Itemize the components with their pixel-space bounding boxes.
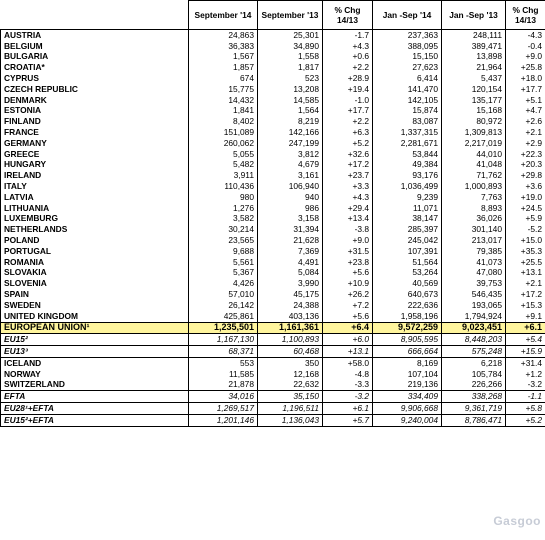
cell-value: -3.3 xyxy=(323,380,373,391)
table-row xyxy=(1,246,545,257)
table-row xyxy=(1,138,545,149)
cell-value: 1,564 xyxy=(258,106,323,117)
col-header-chg-ytd: % Chg 14/13 xyxy=(506,1,545,30)
cell-value: +17.7 xyxy=(323,106,373,117)
cell-value: +2.1 xyxy=(506,278,545,289)
cell-value: +24.5 xyxy=(506,203,545,214)
cell-value: 36,383 xyxy=(189,41,258,52)
cell-value: +29.4 xyxy=(323,203,373,214)
row-label: FRANCE xyxy=(1,127,189,138)
table-row xyxy=(1,357,545,368)
cell-value: 986 xyxy=(258,203,323,214)
cell-value: 53,844 xyxy=(373,149,442,160)
row-label: ESTONIA xyxy=(1,106,189,117)
cell-value: +18.0 xyxy=(506,73,545,84)
table-row xyxy=(1,268,545,279)
cell-value: +6.1 xyxy=(323,403,373,415)
cell-value: +5.8 xyxy=(506,403,545,415)
table-row xyxy=(1,30,545,41)
cell-value: 51,564 xyxy=(373,257,442,268)
cell-value: 7,763 xyxy=(442,192,506,203)
cell-value: 3,161 xyxy=(258,170,323,181)
cell-value: 34,890 xyxy=(258,41,323,52)
cell-value: +19.0 xyxy=(506,192,545,203)
cell-value: +3.6 xyxy=(506,181,545,192)
cell-value: +15.9 xyxy=(506,346,545,358)
cell-value: 23,565 xyxy=(189,235,258,246)
cell-value: 674 xyxy=(189,73,258,84)
cell-value: 31,394 xyxy=(258,224,323,235)
cell-value: 1,136,043 xyxy=(258,414,323,426)
cell-value: 388,095 xyxy=(373,41,442,52)
table-row xyxy=(1,278,545,289)
cell-value: -3.2 xyxy=(323,391,373,403)
cell-value: 193,065 xyxy=(442,300,506,311)
cell-value: 105,784 xyxy=(442,369,506,380)
cell-value: 26,142 xyxy=(189,300,258,311)
cell-value: +15.0 xyxy=(506,235,545,246)
cell-value: +22.3 xyxy=(506,149,545,160)
table-row xyxy=(1,300,545,311)
cell-value: 9,688 xyxy=(189,246,258,257)
cell-value: +10.9 xyxy=(323,278,373,289)
cell-value: +32.6 xyxy=(323,149,373,160)
table-row xyxy=(1,116,545,127)
cell-value: 11,585 xyxy=(189,369,258,380)
table-row xyxy=(1,380,545,391)
cell-value: 41,048 xyxy=(442,160,506,171)
table-row xyxy=(1,170,545,181)
row-label: EUROPEAN UNION¹ xyxy=(1,322,189,334)
cell-value: +2.2 xyxy=(323,62,373,73)
row-label: EU28¹+EFTA xyxy=(1,403,189,415)
cell-value: -1.7 xyxy=(323,30,373,41)
eu-total-row xyxy=(1,322,545,334)
cell-value: 640,673 xyxy=(373,289,442,300)
table-row xyxy=(1,214,545,225)
table-row xyxy=(1,203,545,214)
cell-value: +5.4 xyxy=(506,334,545,346)
cell-value: 301,140 xyxy=(442,224,506,235)
cell-value: 21,964 xyxy=(442,62,506,73)
cell-value: 8,219 xyxy=(258,116,323,127)
cell-value: -1.1 xyxy=(506,391,545,403)
cell-value: +25.5 xyxy=(506,257,545,268)
cell-value: +3.3 xyxy=(323,181,373,192)
cell-value: 6,414 xyxy=(373,73,442,84)
cell-value: +0.6 xyxy=(323,52,373,63)
row-label: ITALY xyxy=(1,181,189,192)
cell-value: 15,150 xyxy=(373,52,442,63)
cell-value: +5.7 xyxy=(323,414,373,426)
cell-value: 1,100,893 xyxy=(258,334,323,346)
cell-value: 1,000,893 xyxy=(442,181,506,192)
cell-value: 151,089 xyxy=(189,127,258,138)
cell-value: 5,367 xyxy=(189,268,258,279)
cell-value: 1,161,361 xyxy=(258,322,323,334)
row-label: LUXEMBURG xyxy=(1,214,189,225)
row-label: EU15² xyxy=(1,334,189,346)
row-label: ICELAND xyxy=(1,357,189,368)
col-header-ytd13: Jan -Sep '13 xyxy=(442,1,506,30)
row-label: NORWAY xyxy=(1,369,189,380)
cell-value: 6,218 xyxy=(442,357,506,368)
cell-value: 34,016 xyxy=(189,391,258,403)
cell-value: 1,794,924 xyxy=(442,311,506,322)
cell-value: 22,632 xyxy=(258,380,323,391)
cell-value: 141,470 xyxy=(373,84,442,95)
cell-value: +5.9 xyxy=(506,214,545,225)
cell-value: 7,369 xyxy=(258,246,323,257)
eu13-row xyxy=(1,346,545,358)
cell-value: 3,990 xyxy=(258,278,323,289)
cell-value: 8,786,471 xyxy=(442,414,506,426)
eu15-efta-row xyxy=(1,414,545,426)
cell-value: +17.7 xyxy=(506,84,545,95)
cell-value: 247,199 xyxy=(258,138,323,149)
cell-value: +6.0 xyxy=(323,334,373,346)
cell-value: 5,084 xyxy=(258,268,323,279)
row-label: EFTA xyxy=(1,391,189,403)
cell-value: 5,437 xyxy=(442,73,506,84)
cell-value: +2.9 xyxy=(506,138,545,149)
table-row xyxy=(1,311,545,322)
cell-value: 5,482 xyxy=(189,160,258,171)
cell-value: 248,111 xyxy=(442,30,506,41)
eu28-efta-row xyxy=(1,403,545,415)
cell-value: 3,158 xyxy=(258,214,323,225)
cell-value: 11,071 xyxy=(373,203,442,214)
cell-value: -3.2 xyxy=(506,380,545,391)
cell-value: 8,893 xyxy=(442,203,506,214)
cell-value: 4,426 xyxy=(189,278,258,289)
cell-value: 1,841 xyxy=(189,106,258,117)
cell-value: 1,817 xyxy=(258,62,323,73)
row-label: LATVIA xyxy=(1,192,189,203)
cell-value: 3,582 xyxy=(189,214,258,225)
cell-value: 135,177 xyxy=(442,95,506,106)
cell-value: -3.8 xyxy=(323,224,373,235)
cell-value: 44,010 xyxy=(442,149,506,160)
cell-value: 389,471 xyxy=(442,41,506,52)
header-row xyxy=(1,1,545,30)
cell-value: 1,167,130 xyxy=(189,334,258,346)
cell-value: +15.3 xyxy=(506,300,545,311)
cell-value: 4,491 xyxy=(258,257,323,268)
cell-value: +35.3 xyxy=(506,246,545,257)
cell-value: 425,861 xyxy=(189,311,258,322)
row-label: BELGIUM xyxy=(1,41,189,52)
row-label: HUNGARY xyxy=(1,160,189,171)
table-row xyxy=(1,289,545,300)
cell-value: +4.3 xyxy=(323,192,373,203)
cell-value: +9.0 xyxy=(506,52,545,63)
cell-value: 9,361,719 xyxy=(442,403,506,415)
cell-value: 12,168 xyxy=(258,369,323,380)
col-header-ytd14: Jan -Sep '14 xyxy=(373,1,442,30)
cell-value: +5.2 xyxy=(323,138,373,149)
row-label: GERMANY xyxy=(1,138,189,149)
cell-value: +17.2 xyxy=(323,160,373,171)
table-row xyxy=(1,73,545,84)
cell-value: 5,561 xyxy=(189,257,258,268)
cell-value: 226,266 xyxy=(442,380,506,391)
eu15-row xyxy=(1,334,545,346)
table-row xyxy=(1,41,545,52)
cell-value: 57,010 xyxy=(189,289,258,300)
cell-value: 546,435 xyxy=(442,289,506,300)
cell-value: +28.9 xyxy=(323,73,373,84)
cell-value: 350 xyxy=(258,357,323,368)
table-row xyxy=(1,127,545,138)
cell-value: 13,208 xyxy=(258,84,323,95)
cell-value: 334,409 xyxy=(373,391,442,403)
row-label: PORTUGAL xyxy=(1,246,189,257)
cell-value: 47,080 xyxy=(442,268,506,279)
cell-value: 39,753 xyxy=(442,278,506,289)
row-label: EU15²+EFTA xyxy=(1,414,189,426)
cell-value: 110,436 xyxy=(189,181,258,192)
cell-value: +19.4 xyxy=(323,84,373,95)
cell-value: 1,558 xyxy=(258,52,323,63)
header-blank xyxy=(1,1,189,30)
cell-value: +4.3 xyxy=(323,41,373,52)
cell-value: +6.3 xyxy=(323,127,373,138)
cell-value: +17.2 xyxy=(506,289,545,300)
cell-value: 222,636 xyxy=(373,300,442,311)
col-header-chg-month: % Chg 14/13 xyxy=(323,1,373,30)
row-label: CROATIA* xyxy=(1,62,189,73)
cell-value: +29.8 xyxy=(506,170,545,181)
row-label: EU13³ xyxy=(1,346,189,358)
cell-value: 60,468 xyxy=(258,346,323,358)
cell-value: 1,567 xyxy=(189,52,258,63)
cell-value: 21,628 xyxy=(258,235,323,246)
cell-value: 79,385 xyxy=(442,246,506,257)
cell-value: +9.0 xyxy=(323,235,373,246)
row-label: DENMARK xyxy=(1,95,189,106)
row-label: IRELAND xyxy=(1,170,189,181)
cell-value: 27,623 xyxy=(373,62,442,73)
cell-value: +58.0 xyxy=(323,357,373,368)
cell-value: 40,569 xyxy=(373,278,442,289)
cell-value: +2.6 xyxy=(506,116,545,127)
row-label: SLOVENIA xyxy=(1,278,189,289)
cell-value: 107,391 xyxy=(373,246,442,257)
cell-value: 45,175 xyxy=(258,289,323,300)
cell-value: 9,572,259 xyxy=(373,322,442,334)
table-row xyxy=(1,95,545,106)
row-label: ROMANIA xyxy=(1,257,189,268)
cell-value: +4.7 xyxy=(506,106,545,117)
cell-value: 245,042 xyxy=(373,235,442,246)
cell-value: 13,898 xyxy=(442,52,506,63)
table-row xyxy=(1,62,545,73)
cell-value: 213,017 xyxy=(442,235,506,246)
cell-value: 2,217,019 xyxy=(442,138,506,149)
cell-value: +20.3 xyxy=(506,160,545,171)
cell-value: +7.2 xyxy=(323,300,373,311)
cell-value: 36,026 xyxy=(442,214,506,225)
row-label: BULGARIA xyxy=(1,52,189,63)
cell-value: -1.0 xyxy=(323,95,373,106)
table-row xyxy=(1,235,545,246)
cell-value: 9,906,668 xyxy=(373,403,442,415)
row-label: FINLAND xyxy=(1,116,189,127)
cell-value: +2.2 xyxy=(323,116,373,127)
cell-value: 3,812 xyxy=(258,149,323,160)
cell-value: 15,874 xyxy=(373,106,442,117)
table-row xyxy=(1,149,545,160)
cell-value: 8,169 xyxy=(373,357,442,368)
cell-value: 35,150 xyxy=(258,391,323,403)
cell-value: 8,905,595 xyxy=(373,334,442,346)
cell-value: +13.4 xyxy=(323,214,373,225)
cell-value: +13.1 xyxy=(323,346,373,358)
cell-value: 106,940 xyxy=(258,181,323,192)
row-label: UNITED KINGDOM xyxy=(1,311,189,322)
col-header-sep14: September '14 xyxy=(189,1,258,30)
cell-value: 1,036,499 xyxy=(373,181,442,192)
cell-value: 1,309,813 xyxy=(442,127,506,138)
cell-value: +6.1 xyxy=(506,322,545,334)
row-label: SWITZERLAND xyxy=(1,380,189,391)
cell-value: 68,371 xyxy=(189,346,258,358)
cell-value: 553 xyxy=(189,357,258,368)
cell-value: 30,214 xyxy=(189,224,258,235)
row-label: LITHUANIA xyxy=(1,203,189,214)
cell-value: 142,105 xyxy=(373,95,442,106)
table-row xyxy=(1,181,545,192)
cell-value: 8,402 xyxy=(189,116,258,127)
cell-value: 15,775 xyxy=(189,84,258,95)
cell-value: +25.8 xyxy=(506,62,545,73)
table-row xyxy=(1,52,545,63)
cell-value: 80,972 xyxy=(442,116,506,127)
cell-value: 3,911 xyxy=(189,170,258,181)
cell-value: 142,166 xyxy=(258,127,323,138)
cell-value: 1,276 xyxy=(189,203,258,214)
cell-value: +5.2 xyxy=(506,414,545,426)
cell-value: 9,240,004 xyxy=(373,414,442,426)
cell-value: +31.5 xyxy=(323,246,373,257)
cell-value: +31.4 xyxy=(506,357,545,368)
cell-value: 49,384 xyxy=(373,160,442,171)
cell-value: 14,432 xyxy=(189,95,258,106)
cell-value: 107,104 xyxy=(373,369,442,380)
cell-value: 1,269,517 xyxy=(189,403,258,415)
row-label: SLOVAKIA xyxy=(1,268,189,279)
table-row xyxy=(1,224,545,235)
cell-value: +6.4 xyxy=(323,322,373,334)
row-label: AUSTRIA xyxy=(1,30,189,41)
cell-value: 25,301 xyxy=(258,30,323,41)
cell-value: +1.2 xyxy=(506,369,545,380)
cell-value: 1,958,196 xyxy=(373,311,442,322)
cell-value: 120,154 xyxy=(442,84,506,95)
cell-value: 93,176 xyxy=(373,170,442,181)
cell-value: 1,196,511 xyxy=(258,403,323,415)
cell-value: 9,023,451 xyxy=(442,322,506,334)
cell-value: +23.8 xyxy=(323,257,373,268)
cell-value: -0.4 xyxy=(506,41,545,52)
cell-value: 83,087 xyxy=(373,116,442,127)
cell-value: +5.1 xyxy=(506,95,545,106)
cell-value: 15,168 xyxy=(442,106,506,117)
cell-value: +9.1 xyxy=(506,311,545,322)
cell-value: +26.2 xyxy=(323,289,373,300)
cell-value: 5,055 xyxy=(189,149,258,160)
row-label: GREECE xyxy=(1,149,189,160)
row-label: POLAND xyxy=(1,235,189,246)
cell-value: -4.8 xyxy=(323,369,373,380)
watermark: Gasgoo xyxy=(493,514,541,528)
table-row xyxy=(1,257,545,268)
row-label: SPAIN xyxy=(1,289,189,300)
table-row xyxy=(1,369,545,380)
cell-value: 403,136 xyxy=(258,311,323,322)
cell-value: 219,136 xyxy=(373,380,442,391)
cell-value: 71,762 xyxy=(442,170,506,181)
efta-row xyxy=(1,391,545,403)
cell-value: 1,235,501 xyxy=(189,322,258,334)
cell-value: 1,201,146 xyxy=(189,414,258,426)
cell-value: 9,239 xyxy=(373,192,442,203)
col-header-sep13: September '13 xyxy=(258,1,323,30)
cell-value: 8,448,203 xyxy=(442,334,506,346)
table-row xyxy=(1,84,545,95)
cell-value: 24,863 xyxy=(189,30,258,41)
cell-value: 21,878 xyxy=(189,380,258,391)
cell-value: 1,857 xyxy=(189,62,258,73)
cell-value: 940 xyxy=(258,192,323,203)
cell-value: 1,337,315 xyxy=(373,127,442,138)
cell-value: 38,147 xyxy=(373,214,442,225)
table-body xyxy=(1,30,545,427)
cell-value: 237,363 xyxy=(373,30,442,41)
cell-value: 575,248 xyxy=(442,346,506,358)
cell-value: -5.2 xyxy=(506,224,545,235)
cell-value: 41,073 xyxy=(442,257,506,268)
row-label: NETHERLANDS xyxy=(1,224,189,235)
cell-value: 285,397 xyxy=(373,224,442,235)
cell-value: 523 xyxy=(258,73,323,84)
row-label: CYPRUS xyxy=(1,73,189,84)
cell-value: 14,585 xyxy=(258,95,323,106)
cell-value: 24,388 xyxy=(258,300,323,311)
table-row xyxy=(1,160,545,171)
cell-value: +5.6 xyxy=(323,268,373,279)
cell-value: +23.7 xyxy=(323,170,373,181)
cell-value: 980 xyxy=(189,192,258,203)
cell-value: 260,062 xyxy=(189,138,258,149)
row-label: SWEDEN xyxy=(1,300,189,311)
cell-value: +13.1 xyxy=(506,268,545,279)
row-label: CZECH REPUBLIC xyxy=(1,84,189,95)
cell-value: 53,264 xyxy=(373,268,442,279)
table-row xyxy=(1,106,545,117)
cell-value: 338,268 xyxy=(442,391,506,403)
cell-value: -4.3 xyxy=(506,30,545,41)
table-row xyxy=(1,192,545,203)
cell-value: 666,664 xyxy=(373,346,442,358)
cell-value: 4,679 xyxy=(258,160,323,171)
cell-value: 2,281,671 xyxy=(373,138,442,149)
cell-value: +2.1 xyxy=(506,127,545,138)
cell-value: +5.6 xyxy=(323,311,373,322)
